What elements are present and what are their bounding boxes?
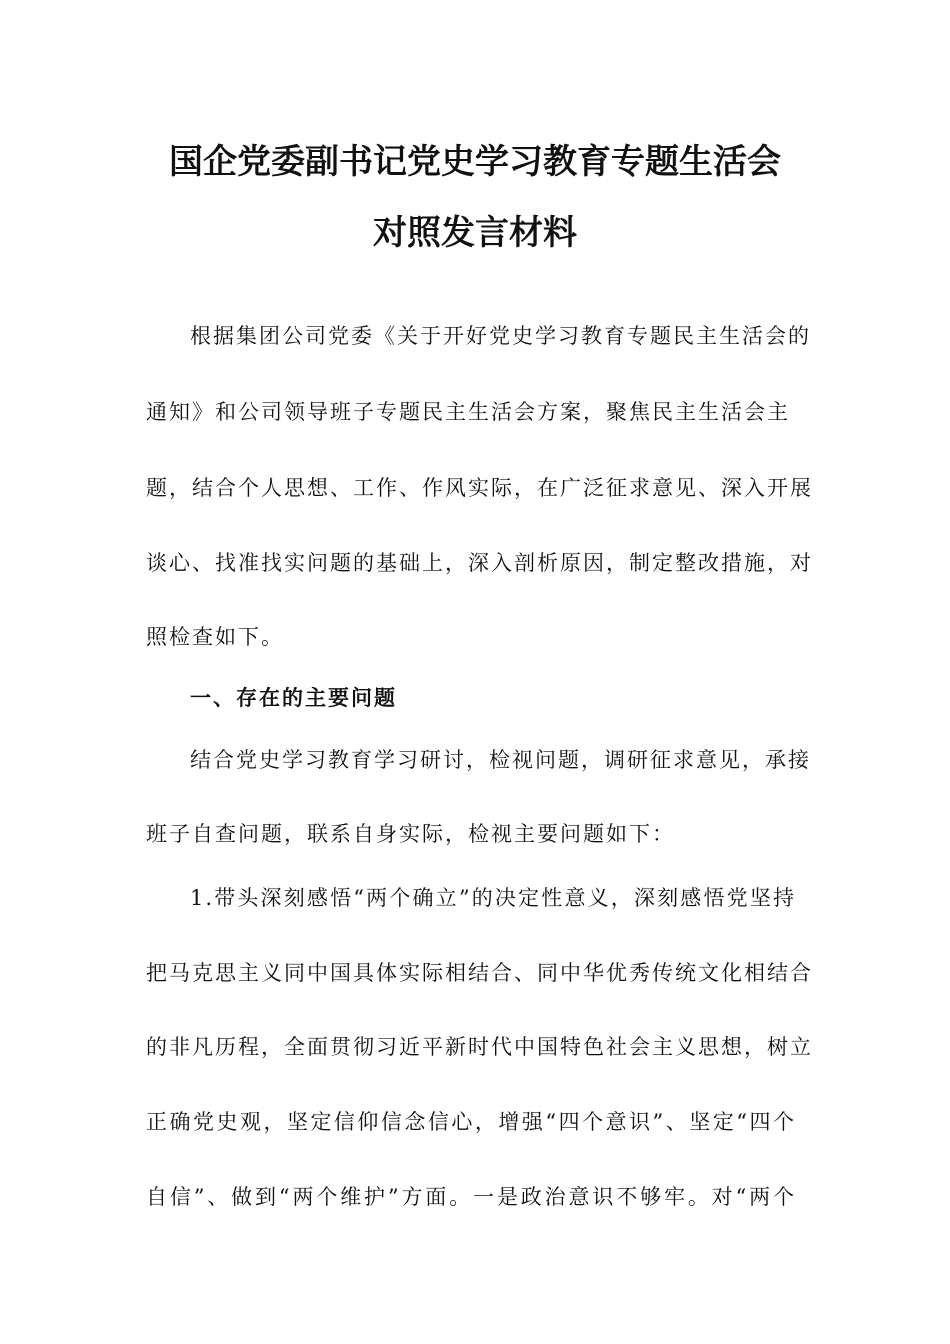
paragraph1-line-2: 通知》和公司领导班子专题民主生活会方案，聚焦民主生活会主 [146,400,790,424]
item1-line-1: 1.带头深刻感悟“两个确立”的决定性意义，深刻感悟党坚持 [190,886,796,910]
item1-line-3: 的非凡历程，全面贯彻习近平新时代中国特色社会主义思想，树立 [146,1035,813,1059]
paragraph1-line-1: 根据集团公司党委《关于开好党史学习教育专题民主生活会的 [190,324,811,348]
section-heading: 一、存在的主要问题 [190,685,397,710]
paragraph2-line-2: 班子自查问题，联系自身实际，检视主要问题如下： [146,822,675,846]
document-title-line-2: 对照发言材料 [373,213,577,253]
paragraph1-line-4: 谈心、找准找实问题的基础上，深入剖析原因，制定整改措施，对 [146,551,813,575]
paragraph2-line-1: 结合党史学习教育学习研讨，检视问题，调研征求意见，承接 [190,748,811,772]
paragraph1-line-3: 题，结合个人思想、工作、作风实际，在广泛征求意见、深入开展 [146,476,813,500]
item1-line-5: 自信”、做到“两个维护”方面。一是政治意识不够牢。对“两个 [146,1185,796,1209]
document-title-line-1: 国企党委副书记党史学习教育专题生活会 [169,142,781,182]
item1-line-2: 把马克思主义同中国具体实际相结合、同中华优秀传统文化相结合 [146,961,813,985]
item1-line-4: 正确党史观，坚定信仰信念信心，增强“四个意识”、坚定“四个 [146,1110,796,1134]
paragraph1-line-5: 照检查如下。 [146,625,284,649]
